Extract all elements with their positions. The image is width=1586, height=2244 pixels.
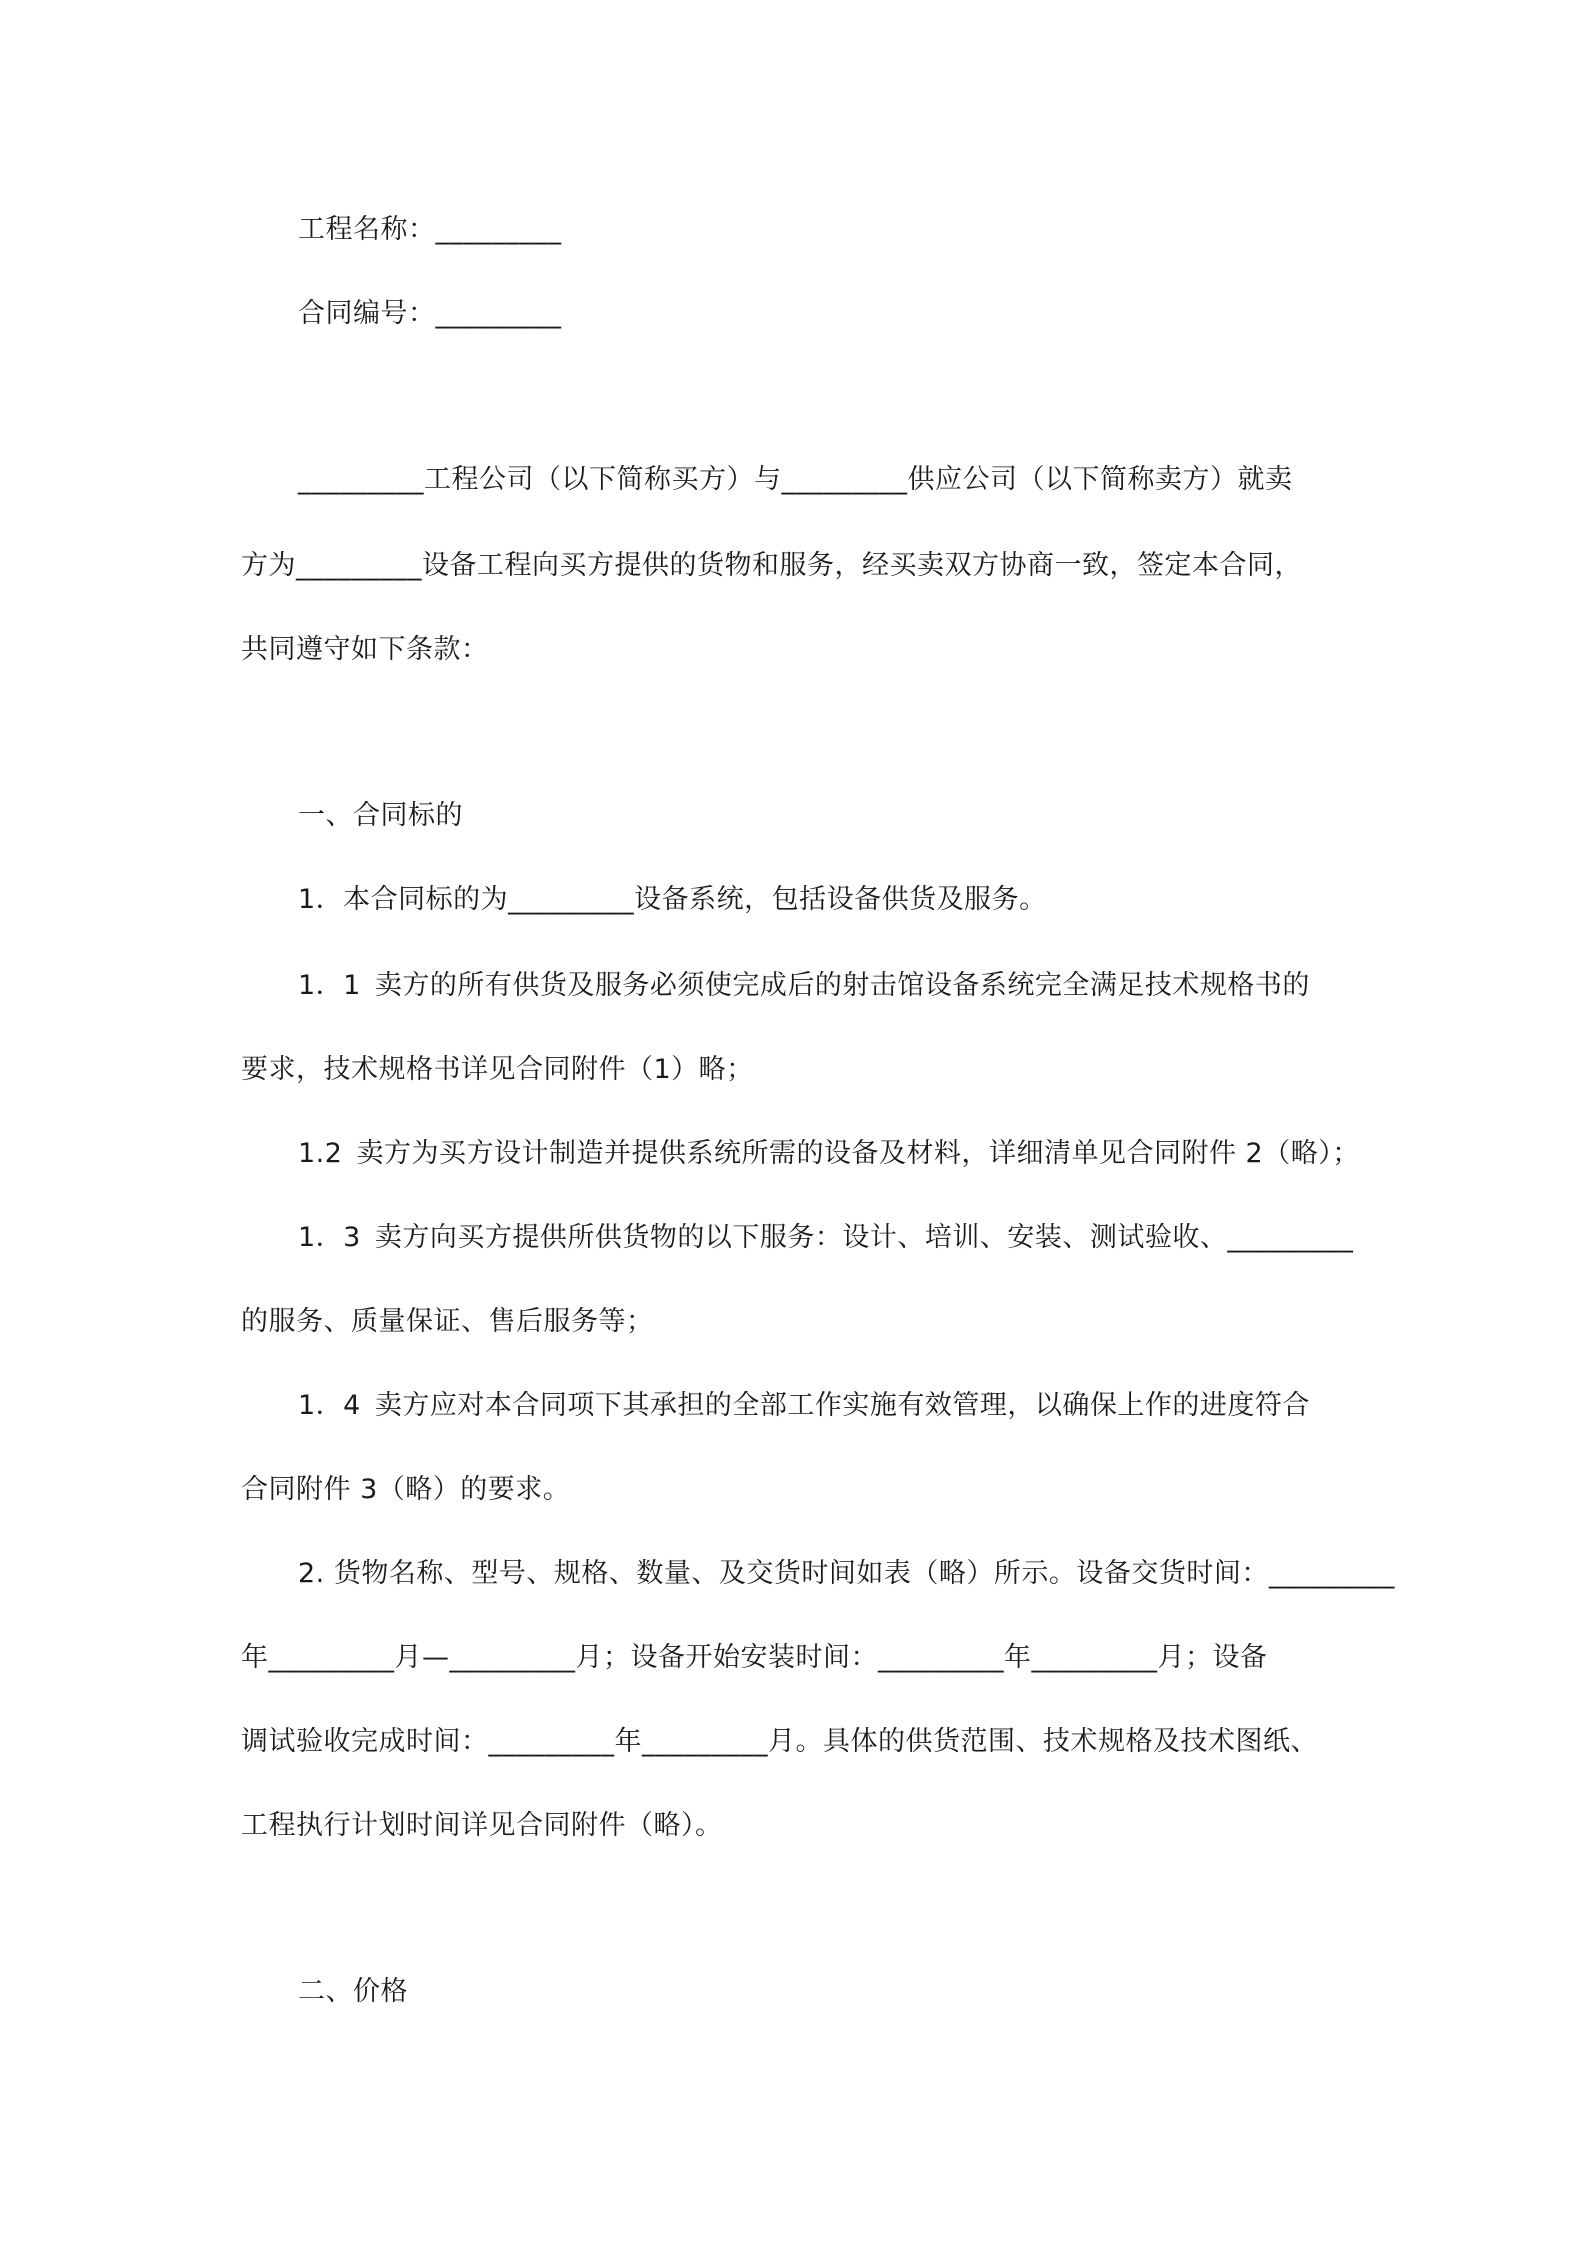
clause-2-line-2: 年_________月—_________月；设备开始安装时间：_________年_________月；设备 [241, 1642, 1268, 1673]
clause-1-3-text: 卖方向买方提供所供货物的以下服务：设计、培训、安装、测试验收、_________ [374, 1222, 1354, 1253]
clause-1-1-text: 卖方的所有供货及服务必须使完成后的射击馆设备系统完全满足技术规格书的 [374, 970, 1310, 1001]
clause-1-1-number: 1．1 [298, 970, 361, 1001]
clause-1-4 [298, 1388, 1310, 1424]
clause-1-2-number: 1.2 [298, 1138, 343, 1169]
clause-1-3 [298, 1220, 1353, 1256]
intro-line-3: 共同遵守如下条款： [241, 634, 489, 665]
clause-2-line-4: 工程执行计划时间详见合同附件（略）。 [241, 1810, 723, 1841]
clause-2-line-1: 2. 货物名称、型号、规格、数量、及交货时间如表（略）所示。设备交货时间：_________ [298, 1558, 1395, 1589]
clause-1-1 [298, 968, 1310, 1004]
clause-1-3-continued: 的服务、质量保证、售后服务等； [241, 1306, 654, 1337]
project-name-line: 工程名称：_________ [298, 214, 562, 245]
clause-1-3-number: 1．3 [298, 1222, 361, 1253]
intro-line-2: 方为_________设备工程向买方提供的货物和服务，经买卖双方协商一致，签定本合同， [241, 550, 1302, 581]
intro-line-1: _________工程公司（以下简称买方）与_________供应公司（以下简称卖方）就卖 [298, 464, 1293, 495]
clause-1: 1．本合同标的为_________设备系统，包括设备供货及服务。 [298, 884, 1047, 915]
clause-1-4-continued: 合同附件 3（略）的要求。 [241, 1474, 571, 1505]
section-1-heading: 一、合同标的 [298, 800, 463, 831]
clause-1-1-continued: 要求，技术规格书详见合同附件（1）略； [241, 1054, 754, 1085]
clause-2-line-3: 调试验收完成时间：_________年_________月。具体的供货范围、技术规格及技术图纸、 [241, 1726, 1318, 1757]
clause-1-4-text: 卖方应对本合同项下其承担的全部工作实施有效管理，以确保上作的进度符合 [374, 1390, 1310, 1421]
contract-number-line: 合同编号：_________ [298, 298, 562, 329]
clause-1-4-number: 1．4 [298, 1390, 361, 1421]
clause-1-2-text: 卖方为买方设计制造并提供系统所需的设备及材料，详细清单见合同附件 2（略）； [356, 1138, 1360, 1169]
section-2-heading: 二、价格 [298, 1976, 408, 2007]
clause-1-2 [298, 1136, 1360, 1172]
